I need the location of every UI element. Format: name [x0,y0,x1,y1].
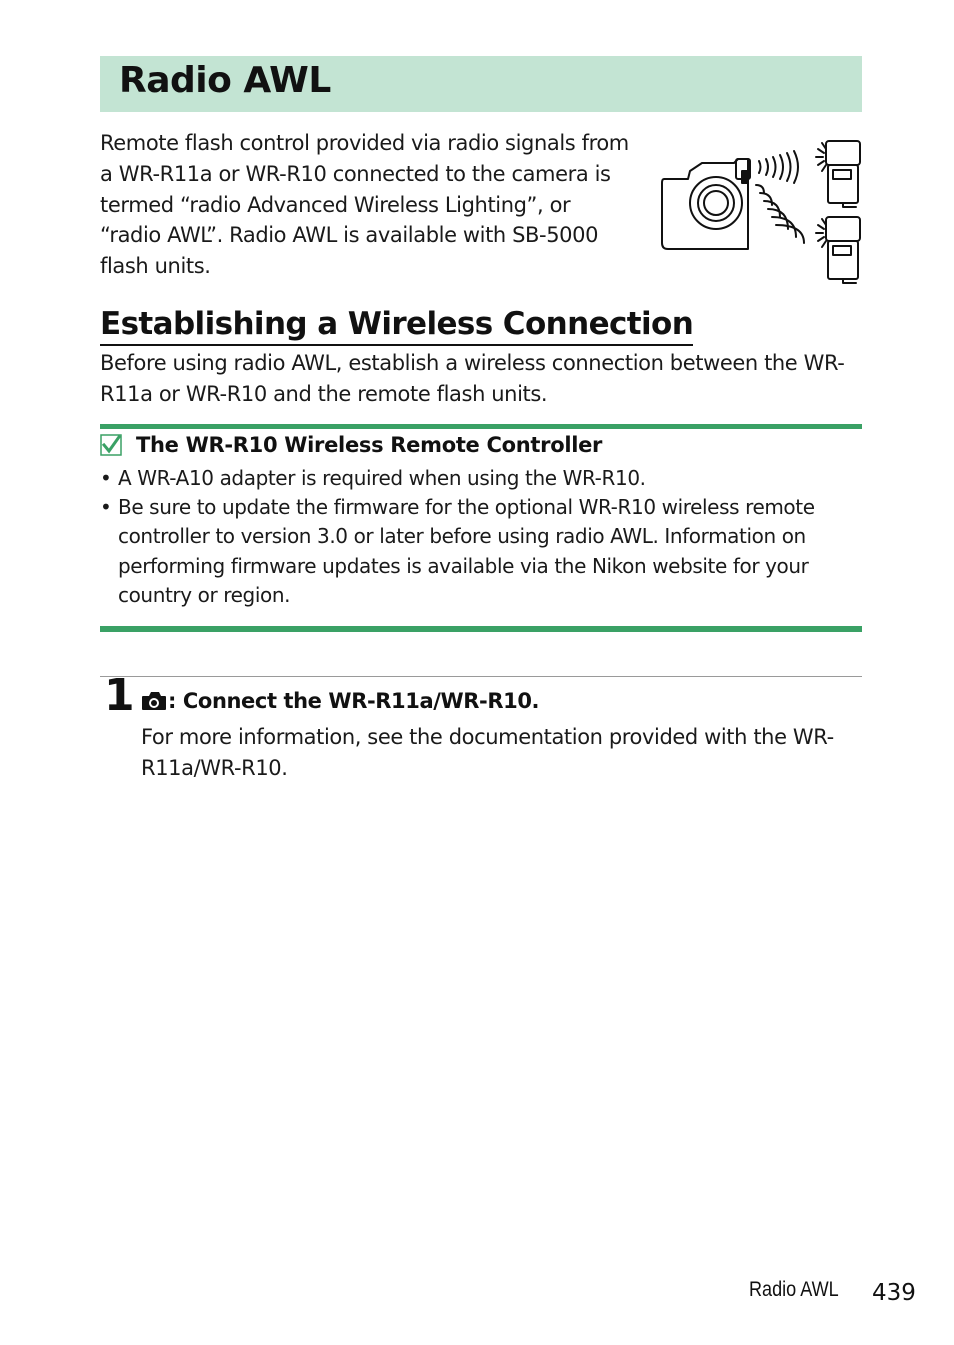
note-bottom-rule [100,626,862,632]
bullet: • [100,495,112,520]
section-heading: Establishing a Wireless Connection [100,304,693,346]
page-title: Radio AWL [119,60,331,101]
list-item [100,464,840,493]
note-top-rule [100,424,862,429]
step-heading [141,689,539,713]
list-item-text: A WR-A10 adapter is required when using the WR-R10. [118,466,646,490]
check-mark-icon [100,434,122,456]
section-intro: Before using radio AWL, establish a wireless connection between the WR-R11a or WR-R10 and the remote flash units. [100,351,845,406]
page-number: 439 [872,1280,916,1306]
footer-section-label: Radio AWL [749,1278,839,1301]
list-item-text: Be sure to update the firmware for the optional WR-R10 wireless remote controller to version 3.0 or later before using radio AWL. Information on performing firmware updates is available via the Nikon website for your country or region. [118,495,815,607]
note-heading [100,433,602,457]
note-title: The WR-R10 Wireless Remote Controller [136,433,603,457]
note-list [100,464,840,610]
step-number: 1 [104,670,135,721]
title-band [100,56,862,112]
bullet: • [100,466,112,490]
camera-icon [141,691,167,711]
step-body: For more information, see the documentation provided with the WR-R11a/WR-R10. [141,725,834,780]
step-heading-text: : Connect the WR-R11a/WR-R10. [168,689,540,713]
intro-paragraph: Remote flash control provided via radio signals from a WR-R11a or WR-R10 connected to the camera is termed “radio Advanced Wireless Lighting”, or “radio AWL”. Radio AWL is available with SB-5000 flash units. [100,131,629,279]
list-item [100,493,840,610]
step-rule [100,676,862,677]
camera-with-wireless-flash-units-icon [656,133,866,288]
